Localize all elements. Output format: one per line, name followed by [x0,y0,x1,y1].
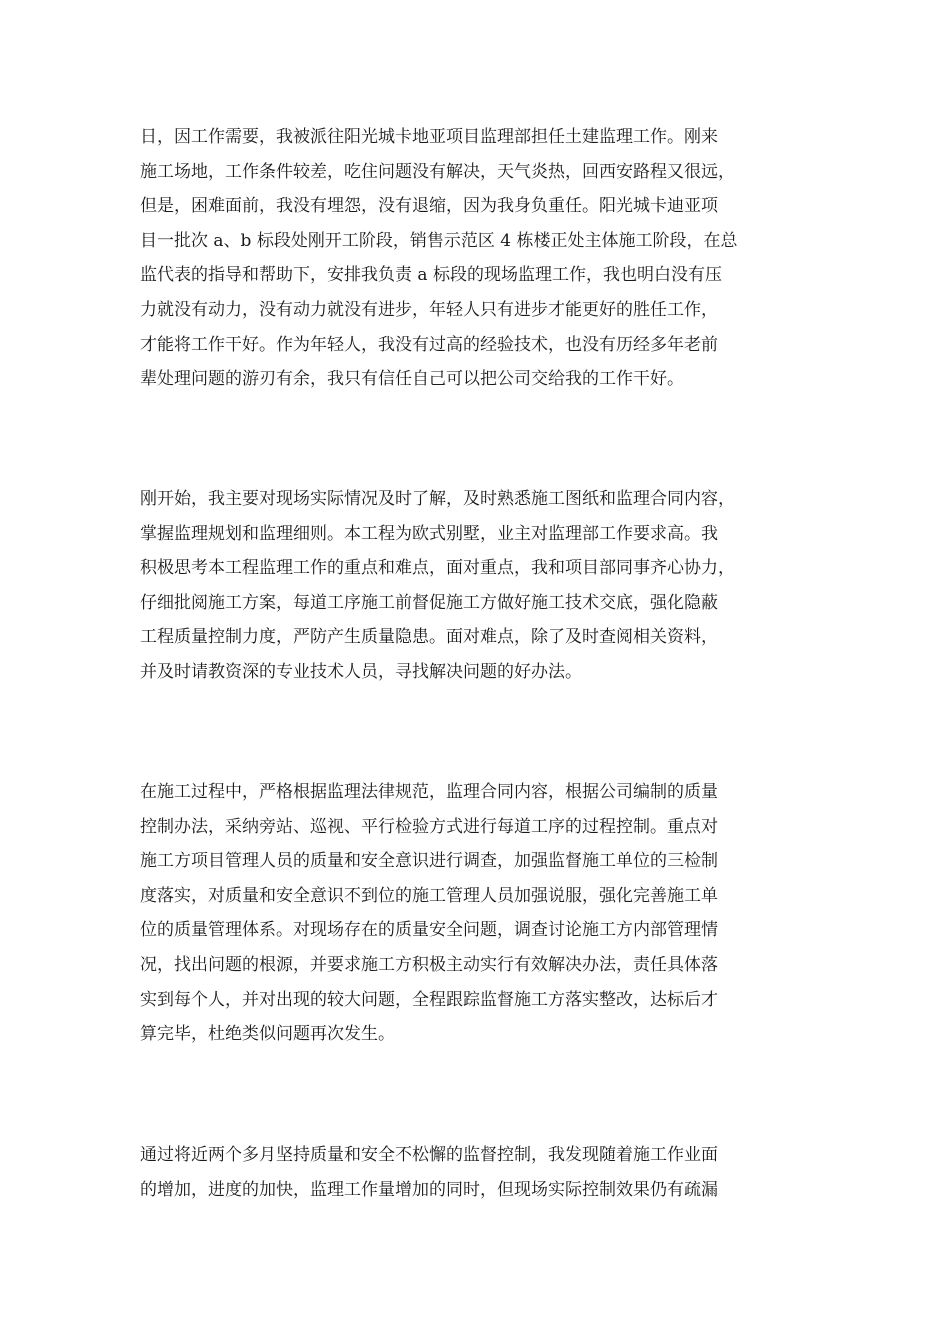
text-line: 度落实，对质量和安全意识不到位的施工管理人员加强说服，强化完善施工单 [140,885,718,906]
text-line: 位的质量管理体系。对现场存在的质量安全问题，调查讨论施工方内部管理情 [140,920,718,941]
paragraph-4 [140,1138,820,1207]
text-line: 施工场地，工作条件较差，吃住问题没有解决，天气炎热，回西安路程又很远， [140,161,735,182]
text-line: 施工方项目管理人员的质量和安全意识进行调查，加强监督施工单位的三检制 [140,851,718,872]
text-line: 力就没有动力，没有动力就没有进步，年轻人只有进步才能更好的胜任工作， [140,299,718,320]
text-line: 工程质量控制力度，严防产生质量隐患。面对难点，除了及时查阅相关资料， [140,627,718,648]
text-line: 在施工过程中，严格根据监理法律规范，监理合同内容，根据公司编制的质量 [140,782,718,802]
text-line: 的增加，进度的加快，监理工作量增加的同时，但现场实际控制效果仍有疏漏 [140,1179,718,1200]
text-line: 日，因工作需要，我被派往阳光城卡地亚项目监理部担任土建监理工作。刚来 [140,127,718,147]
paragraph-3 [140,775,820,1052]
text-line: 才能将工作干好。作为年轻人，我没有过高的经验技术，也没有历经多年老前 [140,334,718,355]
paragraph-1 [140,120,820,397]
text-line: 目一批次 a、b 标段处刚开工阶段，销售示范区 4 栋楼正处主体施工阶段，在总 [140,230,738,251]
text-line: 仔细批阅施工方案，每道工序施工前督促施工方做好施工技术交底，强化隐蔽 [140,592,718,613]
text-line: 刚开始，我主要对现场实际情况及时了解，及时熟悉施工图纸和监理合同内容， [140,489,735,509]
text-line: 监代表的指导和帮助下，安排我负责 a 标段的现场监理工作，我也明白没有压 [140,265,722,286]
text-line: 况，找出问题的根源，并要求施工方积极主动实行有效解决办法，责任具体落 [140,954,718,975]
text-line: 但是，困难面前，我没有埋怨，没有退缩，因为我身负重任。阳光城卡迪亚项 [140,196,718,217]
text-line: 算完毕，杜绝类似问题再次发生。 [140,1024,395,1045]
text-line: 通过将近两个多月坚持质量和安全不松懈的监督控制，我发现随着施工作业面 [140,1145,718,1165]
text-line: 实到每个人，并对出现的较大问题，全程跟踪监督施工方落实整改，达标后才 [140,989,718,1010]
text-line: 并及时请教资深的专业技术人员，寻找解决问题的好办法。 [140,661,582,682]
text-line: 掌握监理规划和监理细则。本工程为欧式别墅，业主对监理部工作要求高。我 [140,523,718,544]
paragraph-2 [140,482,820,690]
text-line: 控制办法，采纳旁站、巡视、平行检验方式进行每道工序的过程控制。重点对 [140,816,718,837]
text-line: 积极思考本工程监理工作的重点和难点，面对重点，我和项目部同事齐心协力， [140,558,735,579]
text-line: 辈处理问题的游刃有余，我只有信任自己可以把公司交给我的工作干好。 [140,369,684,390]
